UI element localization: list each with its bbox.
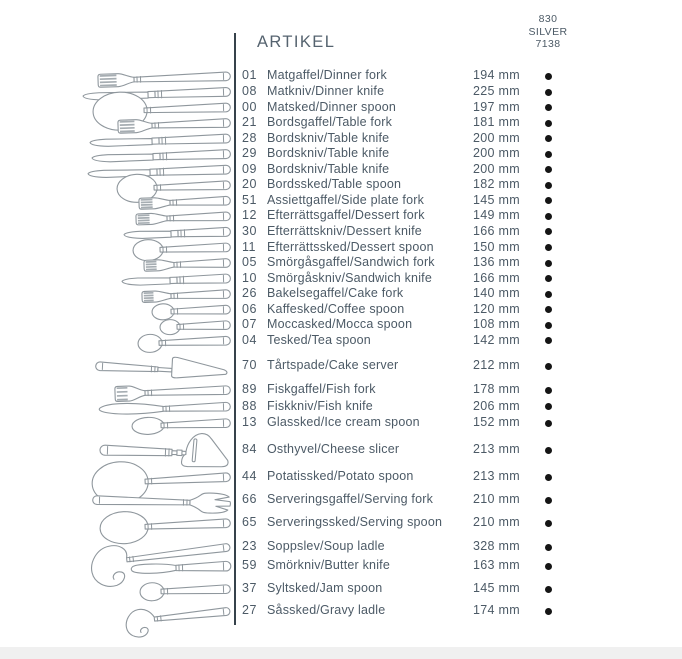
column-header-line-3: 7138 (535, 38, 561, 50)
article-code: 59 (242, 558, 257, 573)
availability-dot (545, 544, 552, 551)
table-row (0, 162, 682, 178)
availability-dot (545, 260, 552, 267)
article-name: Efterrättskniv/Dessert knife (267, 223, 422, 238)
article-length: 225 mm (473, 84, 520, 98)
column-header-line-1: 830 (538, 13, 558, 25)
table-row (0, 399, 682, 415)
article-code: 08 (242, 84, 257, 98)
footer-bar (0, 647, 682, 659)
article-code: 51 (242, 192, 257, 207)
table-row (0, 603, 682, 619)
article-name: Smörgåskniv/Sandwich knife (267, 270, 432, 285)
article-code: 65 (242, 515, 257, 530)
table-row (0, 271, 682, 287)
article-name: Bordskniv/Table knife (267, 146, 390, 161)
article-name: Bakelsegaffel/Cake fork (267, 286, 404, 301)
table-row (0, 442, 682, 458)
article-length: 197 mm (473, 99, 520, 114)
article-code: 84 (242, 442, 257, 457)
availability-dot (545, 420, 552, 427)
availability-dot (545, 228, 552, 235)
article-code: 01 (242, 68, 257, 83)
article-length: 212 mm (473, 358, 520, 373)
availability-dot (545, 586, 552, 593)
table-row (0, 302, 682, 318)
article-name: Efterrättssked/Dessert spoon (267, 239, 434, 254)
article-code: 11 (242, 239, 256, 254)
availability-dot (545, 363, 552, 370)
availability-dot (545, 447, 552, 454)
article-name: Bordsgaffel/Table fork (267, 115, 393, 130)
article-length: 178 mm (473, 382, 520, 397)
article-length: 108 mm (473, 317, 520, 332)
article-code: 28 (242, 130, 257, 145)
article-name: Serveringssked/Serving spoon (267, 515, 443, 530)
article-name: Efterrättsgaffel/Dessert fork (267, 208, 425, 223)
article-code: 89 (242, 382, 257, 397)
availability-dot (545, 322, 552, 329)
article-length: 200 mm (473, 130, 520, 145)
article-length: 145 mm (473, 192, 520, 207)
article-name: Matgaffel/Dinner fork (267, 68, 387, 83)
article-length: 210 mm (473, 515, 520, 530)
article-code: 29 (242, 146, 257, 161)
availability-dot (545, 387, 552, 394)
table-row (0, 382, 682, 398)
table-row (0, 415, 682, 431)
availability-dot (545, 306, 552, 313)
article-code: 13 (242, 415, 257, 430)
article-length: 182 mm (473, 177, 520, 192)
article-code: 06 (242, 301, 257, 316)
article-length: 142 mm (473, 332, 520, 347)
article-name: Tårtspade/Cake server (267, 358, 399, 373)
article-length: 152 mm (473, 415, 520, 430)
table-row (0, 177, 682, 193)
availability-dot (545, 563, 552, 570)
article-code: 20 (242, 177, 257, 192)
table-row (0, 100, 682, 116)
article-name: Matkniv/Dinner knife (267, 84, 385, 98)
table-row (0, 317, 682, 333)
article-name: Smörkniv/Butter knife (267, 558, 390, 573)
article-name: Fiskgaffel/Fish fork (267, 382, 376, 397)
article-name: Kaffesked/Coffee spoon (267, 301, 405, 316)
article-length: 200 mm (473, 161, 520, 176)
page-title: ARTIKEL (257, 33, 336, 51)
availability-dot (545, 73, 552, 80)
article-name: Serveringsgaffel/Serving fork (267, 492, 434, 507)
article-length: 174 mm (473, 603, 520, 618)
table-row (0, 469, 682, 485)
availability-dot (545, 89, 552, 96)
table-row (0, 515, 682, 531)
availability-dot (545, 474, 552, 481)
article-length: 206 mm (473, 398, 520, 413)
column-header-line-2: SILVER (528, 25, 568, 38)
table-row (0, 115, 682, 131)
article-code: 21 (242, 115, 257, 130)
article-length: 163 mm (473, 558, 520, 573)
article-code: 12 (242, 208, 257, 223)
article-length: 181 mm (473, 115, 520, 130)
article-code: 66 (242, 492, 257, 507)
article-length: 150 mm (473, 239, 520, 254)
table-row (0, 68, 682, 84)
article-name: Matsked/Dinner spoon (267, 99, 397, 114)
availability-dot (545, 135, 552, 142)
article-name: Bordskniv/Table knife (267, 161, 390, 176)
article-code: 10 (242, 270, 257, 285)
article-code: 27 (242, 603, 257, 618)
article-name: Tesked/Tea spoon (267, 332, 371, 347)
article-code: 88 (242, 398, 257, 413)
article-name: Såssked/Gravy ladle (267, 603, 386, 618)
article-code: 09 (242, 161, 257, 176)
article-name: Assiettgaffel/Side plate fork (267, 192, 425, 207)
article-name: Potatissked/Potato spoon (267, 469, 414, 484)
availability-dot (545, 151, 552, 158)
availability-dot (545, 244, 552, 251)
article-code: 00 (242, 99, 257, 114)
article-name: Osthyvel/Cheese slicer (267, 442, 400, 457)
table-row (0, 286, 682, 302)
availability-dot (545, 608, 552, 615)
article-length: 166 mm (473, 270, 520, 285)
article-code: 70 (242, 358, 257, 373)
availability-dot (545, 182, 552, 189)
table-row (0, 224, 682, 240)
availability-dot (545, 403, 552, 410)
article-code: 30 (242, 223, 257, 238)
table-row (0, 84, 682, 100)
availability-dot (545, 337, 552, 344)
table-row (0, 131, 682, 147)
availability-dot (545, 213, 552, 220)
article-length: 145 mm (473, 581, 520, 596)
table-row (0, 333, 682, 349)
article-length: 166 mm (473, 223, 520, 238)
article-name: Syltsked/Jam spoon (267, 581, 383, 596)
article-length: 213 mm (473, 469, 520, 484)
table-row (0, 208, 682, 224)
availability-column-header (508, 13, 588, 51)
table-row (0, 240, 682, 256)
article-code: 04 (242, 332, 257, 347)
availability-dot (545, 197, 552, 204)
article-name: Glassked/Ice cream spoon (267, 415, 420, 430)
article-length: 136 mm (473, 255, 520, 270)
table-row (0, 193, 682, 209)
article-length: 328 mm (473, 539, 520, 554)
article-length: 149 mm (473, 208, 520, 223)
article-code: 07 (242, 317, 257, 332)
availability-dot (545, 166, 552, 173)
table-row (0, 255, 682, 271)
article-length: 140 mm (473, 286, 520, 301)
article-name: Fiskkniv/Fish knife (267, 398, 373, 413)
article-length: 210 mm (473, 492, 520, 507)
availability-dot (545, 104, 552, 111)
article-code: 26 (242, 286, 257, 301)
table-row (0, 539, 682, 555)
article-length: 120 mm (473, 301, 520, 316)
article-name: Soppslev/Soup ladle (267, 539, 385, 554)
article-length: 213 mm (473, 442, 520, 457)
article-length: 200 mm (473, 146, 520, 161)
table-row (0, 581, 682, 597)
article-code: 23 (242, 539, 257, 554)
availability-dot (545, 520, 552, 527)
article-name: Bordssked/Table spoon (267, 177, 402, 192)
table-row (0, 146, 682, 162)
availability-dot (545, 497, 552, 504)
availability-dot (545, 275, 552, 282)
table-row (0, 358, 682, 374)
table-row (0, 492, 682, 508)
article-name: Moccasked/Mocca spoon (267, 317, 413, 332)
table-row (0, 558, 682, 574)
article-code: 44 (242, 469, 257, 484)
article-code: 37 (242, 581, 257, 596)
availability-dot (545, 291, 552, 298)
article-length: 194 mm (473, 68, 520, 83)
article-code: 05 (242, 255, 257, 270)
article-name: Smörgåsgaffel/Sandwich fork (267, 255, 435, 270)
article-name: Bordskniv/Table knife (267, 130, 390, 145)
availability-dot (545, 120, 552, 127)
